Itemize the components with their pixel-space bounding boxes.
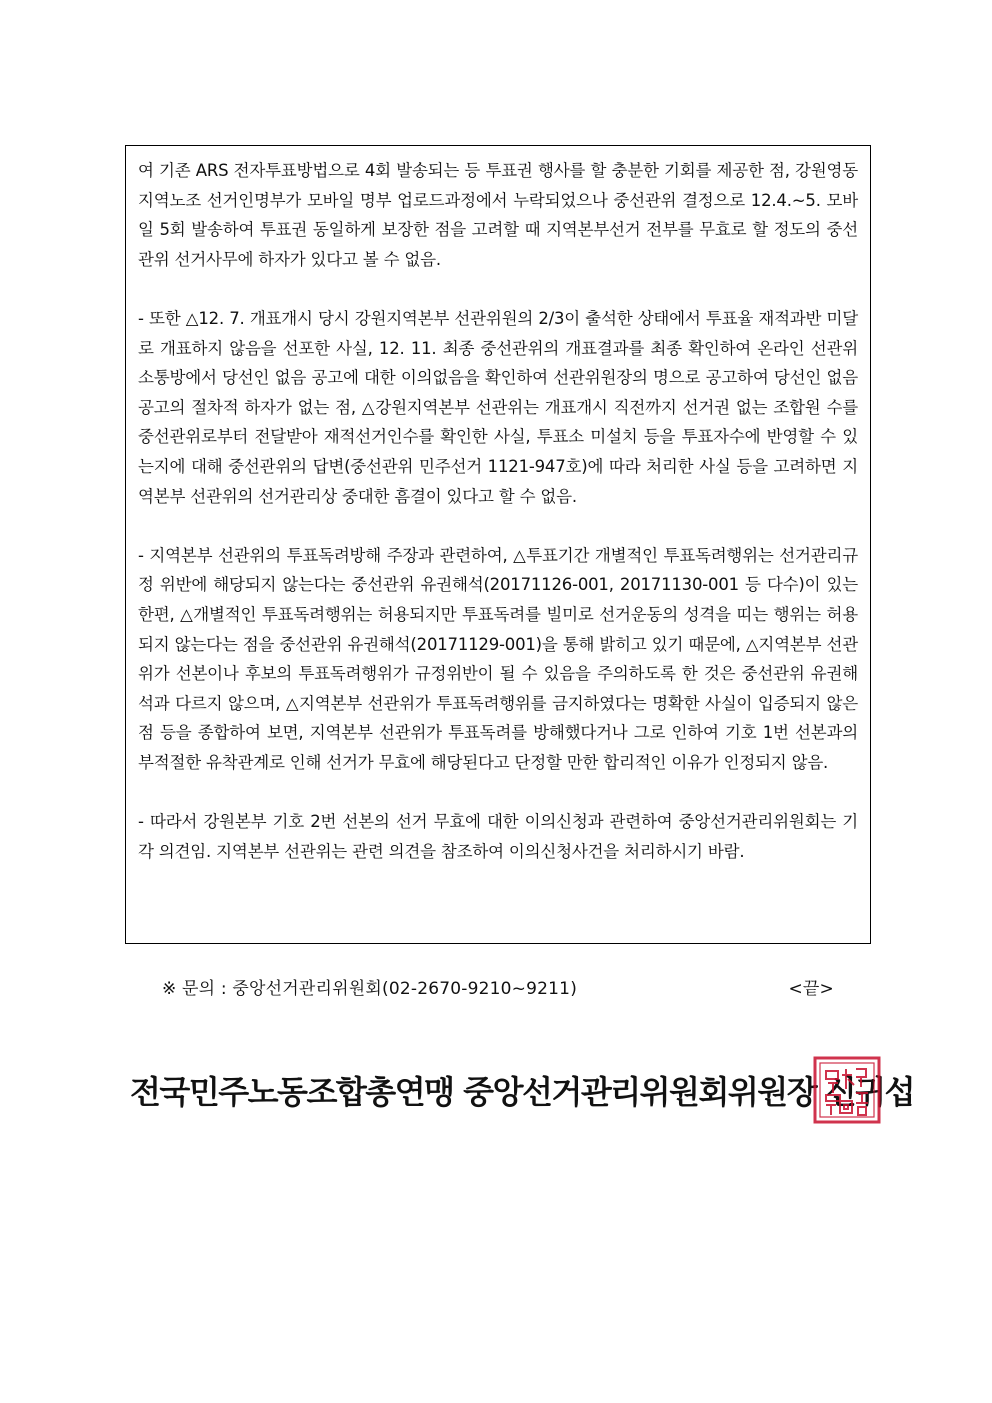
paragraph-vote-encouragement: - 지역본부 선관위의 투표독려방해 주장과 관련하여, △투표기간 개별적인 투표독려행위는 선거관리규정 위반에 해당되지 않는다는 중선관위 유권해석(20171126-001, 20171130-001 등 다수)이 있는 한편, △개별적인 투표독려행위는 허용되지만 투표독려를 빌미로 선거운동의 성격을 띠는 행위는 허용되지 않는다는 점을 중선관위 유권해석(20171129-001)을 통해 밝히고 있기 때문에, △지역본부 선관위가 선본이나 후보의 투표독려행위가 규정위반이 될 수 있음을 주의하도록 한 것은 중선관위 유권해석과 다르지 않으며, △지역본부 선관위가 투표독려행위를 금지하였다는 명확한 사실이 입증되지 않은 점 등을 종합하여 보면, 지역본부 선관위가 투표독려를 방해했다거나 그로 인하여 기호 1번 선본과의 부적절한 유착관계로 인해 선거가 무효에 해당된다고 단정할 만한 합리적인 이유가 인정되지 않음. [138,545,858,772]
body-text-box [125,145,871,944]
paragraph-conclusion: - 따라서 강원본부 기호 2번 선본의 선거 무효에 대한 이의신청과 관련하여 중앙선거관리위원회는 기각 의견임. 지역본부 선관위는 관련 의견을 참조하여 이의신청사건을 처리하시기 바람. [138,812,858,861]
paragraph-counting-procedure: - 또한 △12. 7. 개표개시 당시 강원지역본부 선관위원의 2/3이 출석한 상태에서 투표율 재적과반 미달로 개표하지 않음을 선포한 사실, 12. 11. 최종 중선관위의 개표결과를 최종 확인하여 온라인 선관위 소통방에서 당선인 없음 공고에 대한 이의없음을 확인하여 선관위원장의 명으로 공고하여 당선인 없음 공고의 절차적 하자가 없는 점, △강원지역본부 선관위는 개표개시 직전까지 선거권 없는 조합원 수를 중선관위로부터 전달받아 재적선거인수를 확인한 사실, 투표소 미설치 등을 투표자수에 반영할 수 있는지에 대해 중선관위의 답변(중선관위 민주선거 1121-947호)에 따라 처리한 사실 등을 고려하면 지역본부 선관위의 선거관리상 중대한 흠결이 있다고 할 수 없음. [138,308,858,506]
end-mark: <끝> [788,979,834,999]
contact-text: ※ 문의 : 중앙선거관리위원회(02-2670-9210~9211) [162,979,578,999]
paragraph-voting-opportunity: 여 기존 ARS 전자투표방법으로 4회 발송되는 등 투표권 행사를 할 충분한 기회를 제공한 점, 강원영동지역노조 선거인명부가 모바일 명부 업로드과정에서 누락되었으나 중선관위 결정으로 12.4.~5. 모바일 5회 발송하여 투표권 동일하게 보장한 점을 고려할 때 지역본부선거 전부를 무효로 할 정도의 중선관위 선거사무에 하자가 있다고 볼 수 없음. [138,161,858,269]
official-seal-icon [812,1055,882,1125]
signature-line: 전국민주노동조합총연맹 중앙선거관리위원회위원장 신귀섭 [130,1073,914,1111]
contact-line [162,976,834,1002]
